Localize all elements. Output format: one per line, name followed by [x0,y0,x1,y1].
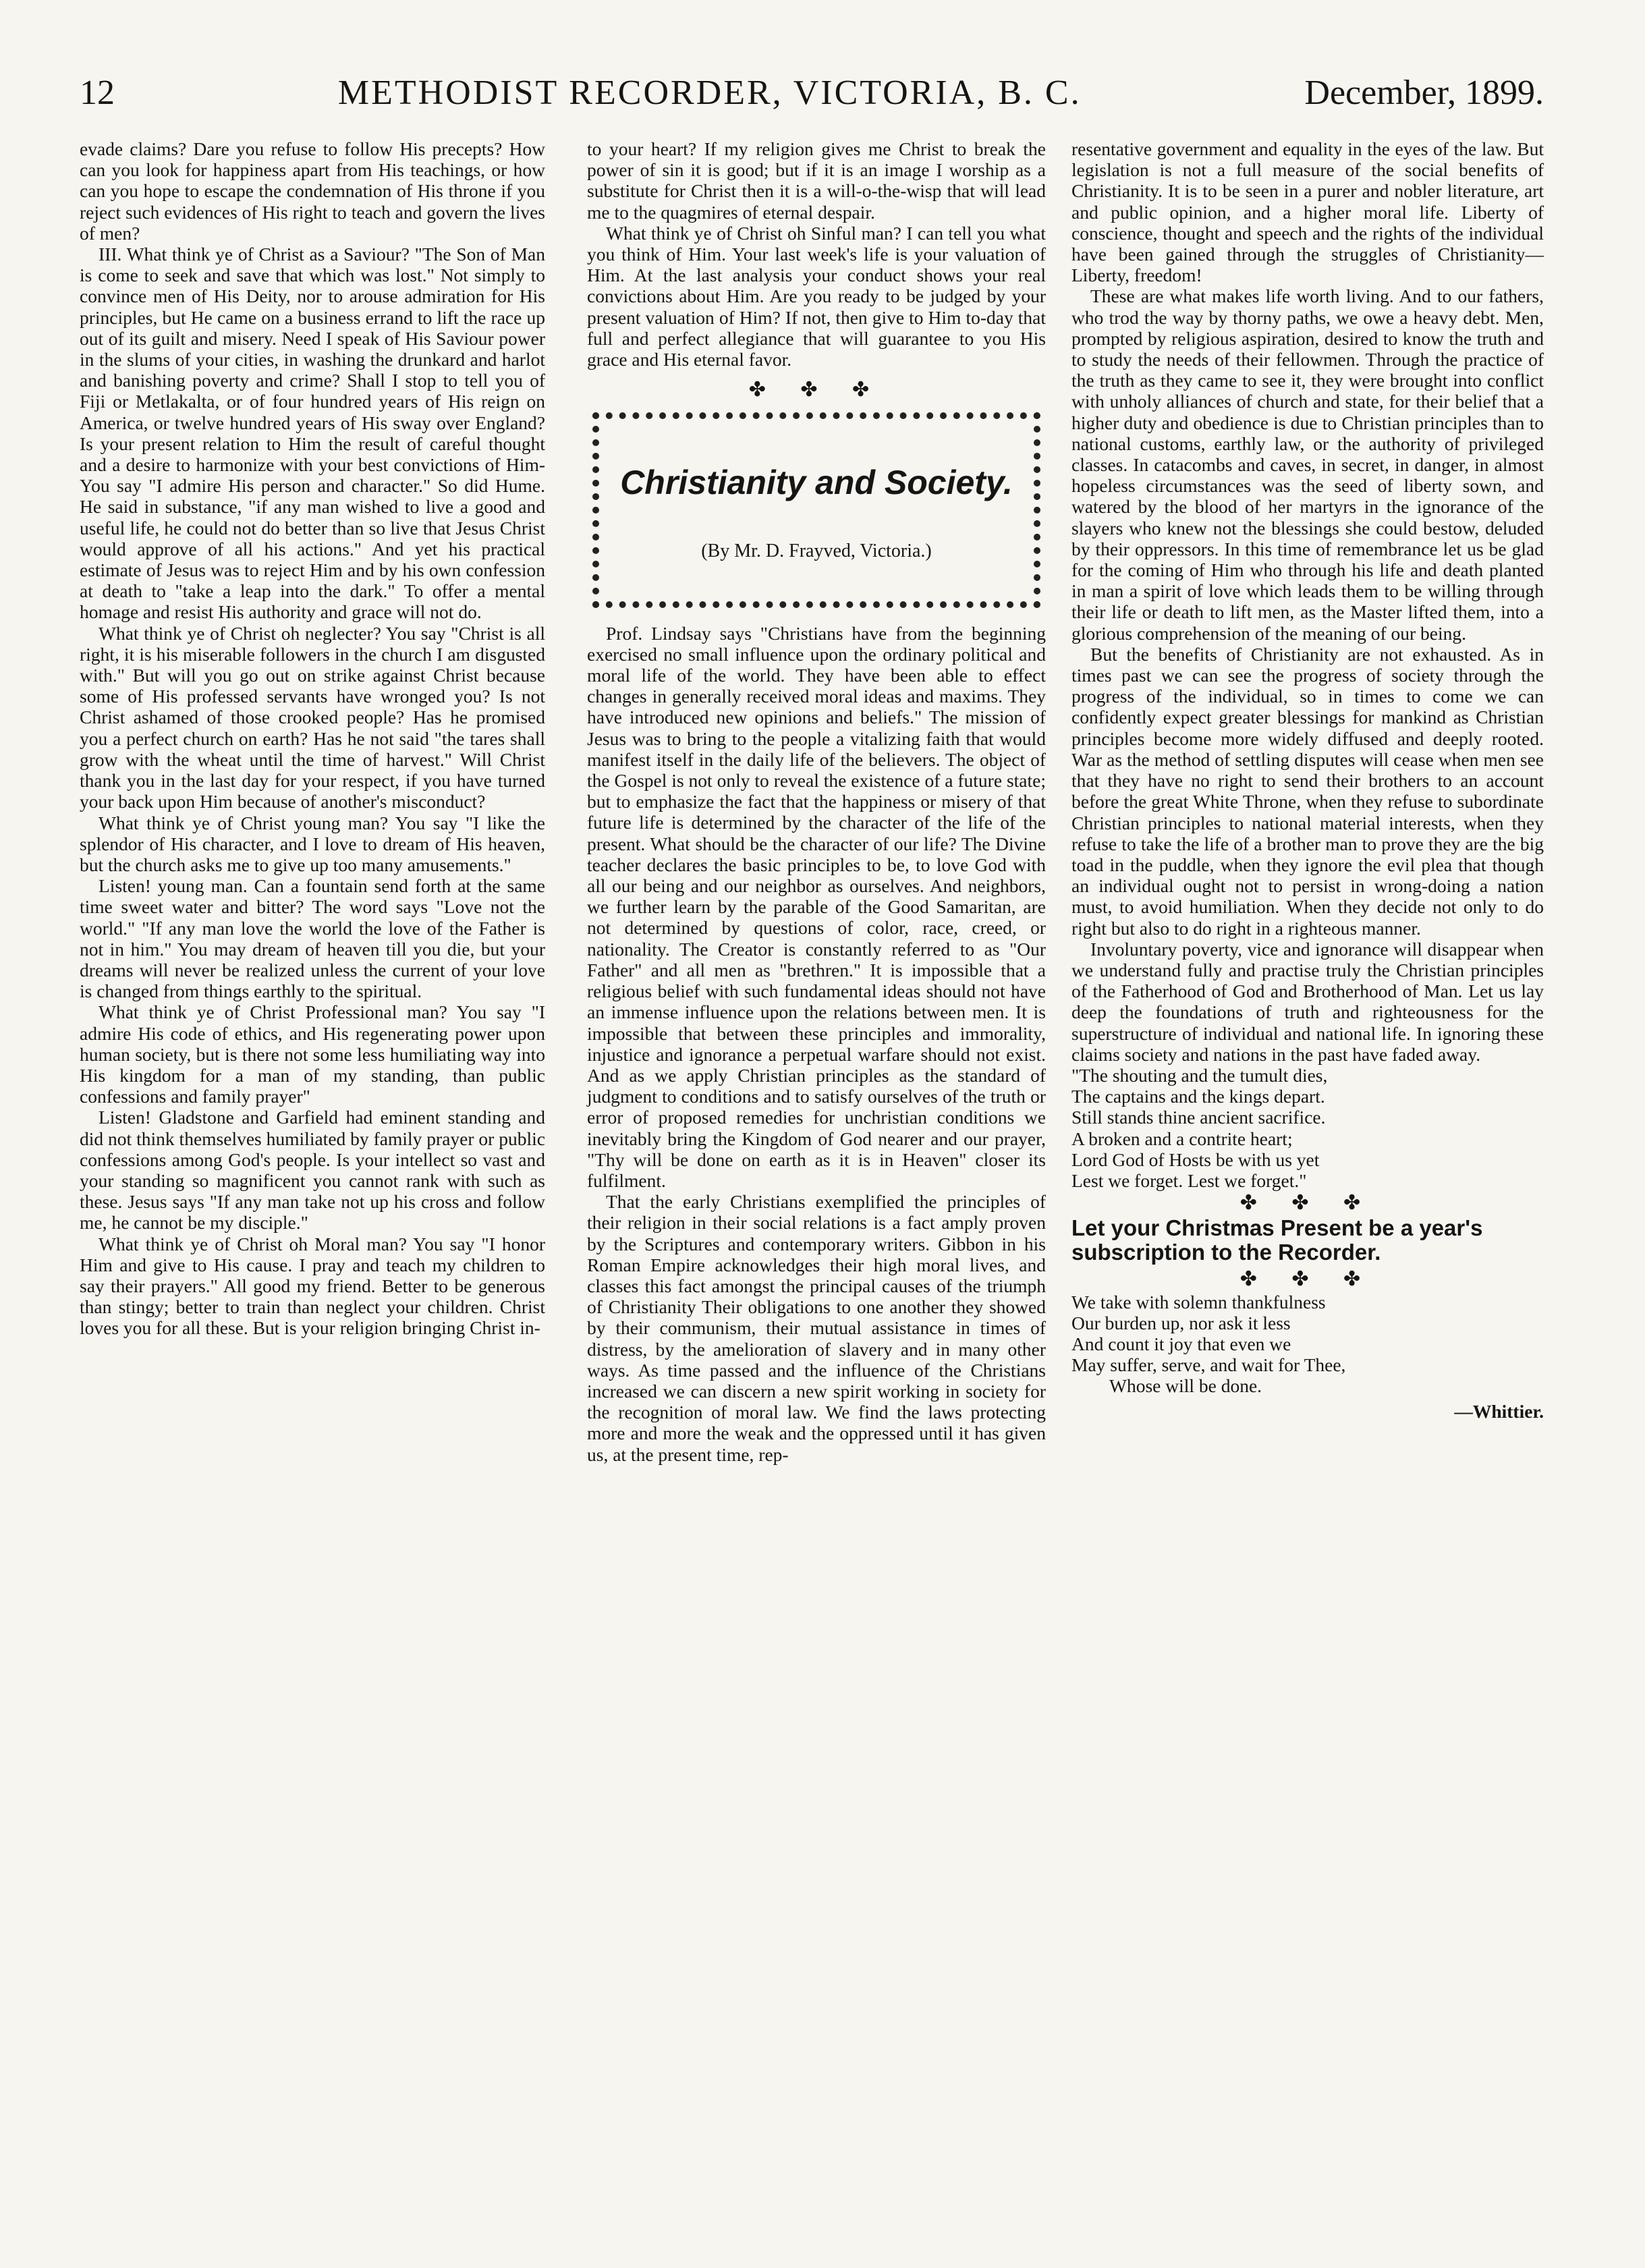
poem-line: We take with solemn thankfulness [1071,1291,1326,1312]
column-1 [80,138,545,1339]
poem-attribution: —Whittier. [1454,1400,1544,1422]
column-3 [1071,138,1544,1422]
subscription-promo: Let your Christmas Present be a year's subscription to the Recorder. [1071,1215,1483,1265]
article-paragraph: These are what makes life worth living. And to our fathers, who trod the way by thorny paths, we owe a heavy debt. Men, prompted by religious aspiration, desired to know the truth and to study the needs of their fellowmen. Through the practice of the truth as they came to see it, they were brought into conflict with unholy alliances of church and state, for their belief that a higher duty and obedience is due to Christian principles than to national customs, earthly law, or the authority of privileged classes. In catacombs and caves, in secret, in danger, in almost hopeless circumstances was the seed of liberty sown, and watered by the blood of her martyrs in the ignorance of the slayers who knew not the blessings she could bestow, deluded by their oppressors. In this time of remembrance let us be glad for the coming of Him who through his life and death planted in man a spirit of love which leads them to be willing through their life or death to lift men, as the Master lifted them, into a glorious comprehension of the meaning of our being. [1071,285,1544,644]
poem-line: Lord God of Hosts be with us yet [1071,1149,1320,1170]
ornament-divider: ✤ ✤ ✤ [1239,1192,1376,1215]
article-paragraph: Listen! young man. Can a fountain send forth at the same time sweet water and bitter? The word says "Love not the world." "If any man love the world the love of the Father is not in him." You may dream of heaven till you die, but your dreams will never be realized unless the current of your love is changed from things earthly to the spiritual. [80,875,545,1002]
article-paragraph: Listen! Gladstone and Garfield had eminent standing and did not think themselves humiliated by family prayer or public confessions among God's people. Is your intellect so vast and your standing so magnificent you cannot rank with such as these. Jesus says "If any man take not up his cross and follow me, he cannot be my disciple." [80,1107,545,1234]
article-paragraph: Involuntary poverty, vice and ignorance will disappear when we understand fully and practise truly the Christian principles of the Fatherhood of God and Brotherhood of Man. Let us lay deep the foundations of truth and righteousness for the superstructure of individual and national life. In ignoring these claims society and nations in the past have faded away. [1071,938,1544,1065]
poem-line: Still stands thine ancient sacrifice. [1071,1107,1326,1128]
article-paragraph: evade claims? Dare you refuse to follow His precepts? How can you look for happiness apart from His teachings, or how can you hope to escape the condemnation of His throne if you reject such evidences of His right to teach and govern the lives of men? [80,138,545,244]
article-paragraph: resentative government and equality in the eyes of the law. But legislation is not a full measure of the social benefits of Christianity. It is to be seen in a purer and nobler literature, art and public opinion, and a higher moral life. Liberty of conscience, thought and speech and the rights of the individual have been gained through the struggles of Christianity—Liberty, freedom! [1071,138,1544,286]
poem-line: Whose will be done. [1109,1375,1262,1397]
article-paragraph: What think ye of Christ young man? You say "I like the splendor of His character, and I love to dream of His heaven, but the church asks me to give up too many amusements." [80,812,545,875]
poem-line: May suffer, serve, and wait for Thee, [1071,1354,1346,1376]
poem-line: Lest we forget. Lest we forget." [1071,1169,1307,1191]
poem-line: The captains and the kings depart. [1071,1086,1325,1107]
article-byline: (By Mr. D. Frayved, Victoria.) [701,541,932,562]
article-title-box [592,412,1040,607]
article-paragraph: That the early Christians exemplified the principles of their religion in their social relations is a fact amply proven by the Scriptures and contemporary writers. Gibbon in his Roman Empire acknowledges their high moral lives, and classes this fact amongst the principal causes of the triumph of Christianity Their obligations to one another they showed by their communism, their mutual assistance in times of distress, by the amelioration of slavery and in many other ways. As time passed and the influence of the Christians increased we can discern a new spirit working in society for the recognition of moral law. We find the laws protecting more and more the weak and the oppressed until it has given us, at the present time, rep- [587,1191,1046,1465]
article-paragraph: Prof. Lindsay says "Christians have from the beginning exercised no small influence upon the ordinary political and moral life of the world. They have been able to effect changes in generally received moral ideas and maxims. They have introduced new opinions and beliefs." The mission of Jesus was to bring to the people a vitalizing faith that would manifest itself in the daily life of the believers. The object of the Gospel is not only to reveal the existence of a future state; but to emphasize the fact that the happiness or misery of that future life is determined by the character of the life of the present. What should be the character of our life? The Divine teacher declares the basic principles to be, to love God with all our being and our neighbor as ourselves. And neighbors, we further learn by the parable of the Good Samaritan, are not determined by questions of color, race, creed, or nationality. The Creator is constantly referred to as "Our Father" and all men as "brethren." It is impossible that a religious belief with such fundamental ideas should not have an immense influence upon the relations between men. It is impossible that between these principles and immorality, injustice and ignorance a perpetual warfare should not exist. And as we apply Christian principles as the standard of judgment to conditions and to satisfy ourselves of the truth or error of proposed remedies for unchristian conditions we inevitably bring the Kingdom of God nearer and our prayer, "Thy will be done on earth as it is in Heaven" closer its fulfilment. [587,622,1046,1191]
article-title: Christianity and Society. [620,464,1013,502]
closing-poem [1071,1292,1544,1397]
article-paragraph: III. What think ye of Christ as a Saviour? "The Son of Man is come to seek and save that which was lost." Not simply to convince men of His Deity, nor to arouse admiration for His principles, but He came on a business errand to lift the race up out of its guilt and misery. Need I speak of His Saviour power in the slums of your cities, in washing the drunkard and harlot and banishing poverty and crime? Shall I stop to tell you of Fiji or Metlakalta, or of four hundred years of His reign on America, or twelve hundred years of His sway over England? Is your present relation to Him the result of careful thought and a desire to harmonize with your best convictions of Him- You say "I admire His person and character." So did Hume. He said in substance, "if any man wished to live a good and useful life, he could not do better than so live that Jesus Christ would approve of all his actions." And yet his practical estimate of Jesus was to reject Him and by his own confession at death to "take a leap into the dark." To offer a mental homage and resist His authority and grace will not do. [80,244,545,623]
column-2 [587,138,1046,1465]
article-paragraph: What think ye of Christ oh neglecter? You say "Christ is all right, it is his miserable followers in the church I am disgusted with." But will you go out on strike against Christ because some of His professed servants have wronged you? Is not Christ ashamed of those crooked people? Has he promised you a perfect church on earth? Has he not said "the tares shall grow with the wheat until the time of harvest." Will Christ thank you in the last day for your respect, if you have turned your back upon Him because of another's misconduct? [80,622,545,812]
poem-line: A broken and a contrite heart; [1071,1128,1293,1149]
article-paragraph: What think ye of Christ Professional man? You say "I admire His code of ethics, and His regenerating power upon human society, but is there not some less humiliating way into His kingdom for a man of my standing, than public confessions and family prayer" [80,1001,545,1107]
poem-line: "The shouting and the tumult dies, [1071,1064,1328,1086]
ornament-divider: ✤ ✤ ✤ [748,379,885,402]
article-paragraph: What think ye of Christ oh Moral man? You say "I honor Him and give to His cause. I pray and teach my children to say their prayers." All good my friend. Better to be generous than stingy; better to train than neglect your children. Christ loves you for all these. But is your religion bringing Christ in- [80,1233,545,1339]
masthead-title: METHODIST RECORDER, VICTORIA, B. C. [337,74,1082,112]
poem-quote [1071,1065,1544,1191]
page-number: 12 [80,74,115,112]
issue-date: December, 1899. [1304,74,1544,112]
ornament-divider: ✤ ✤ ✤ [1239,1268,1376,1291]
poem-line: And count it joy that even we [1071,1333,1291,1354]
page-header [80,73,1544,127]
article-paragraph: What think ye of Christ oh Sinful man? I can tell you what you think of Him. Your last week's life is your valuation of Him. At the last analysis your conduct shows your real convictions about Him. Are you ready to be judged by your present valuation of Him? If not, then give to Him to-day that full and perfect allegiance that will guarantee to you His grace and His eternal favor. [587,222,1046,370]
poem-line: Our burden up, nor ask it less [1071,1312,1291,1333]
article-paragraph: But the benefits of Christianity are not exhausted. As in times past we can see the progress of society through the progress of the individual, so in times to come we can confidently expect greater blessings for mankind as Christian principles become more widely diffused and deeply rooted. War as the method of settling disputes will cease when men see that they have no right to send their brothers to an account before the great White Throne, when they refuse to subordinate Christian principles to national material interests, when they refuse to take the life of a brother man to prove they are the big toad in the puddle, when they ignore the evil plea that though an individual ought not to persist in wrong-doing a nation must, to avoid humiliation. When they decide not only to do right but also to do right in a righteous manner. [1071,643,1544,939]
article-paragraph: to your heart? If my religion gives me Christ to break the power of sin it is good; but if it is an image I worship as a substitute for Christ then it is a will-o-the-wisp that will lead me to the quagmires of eternal despair. [587,138,1046,223]
